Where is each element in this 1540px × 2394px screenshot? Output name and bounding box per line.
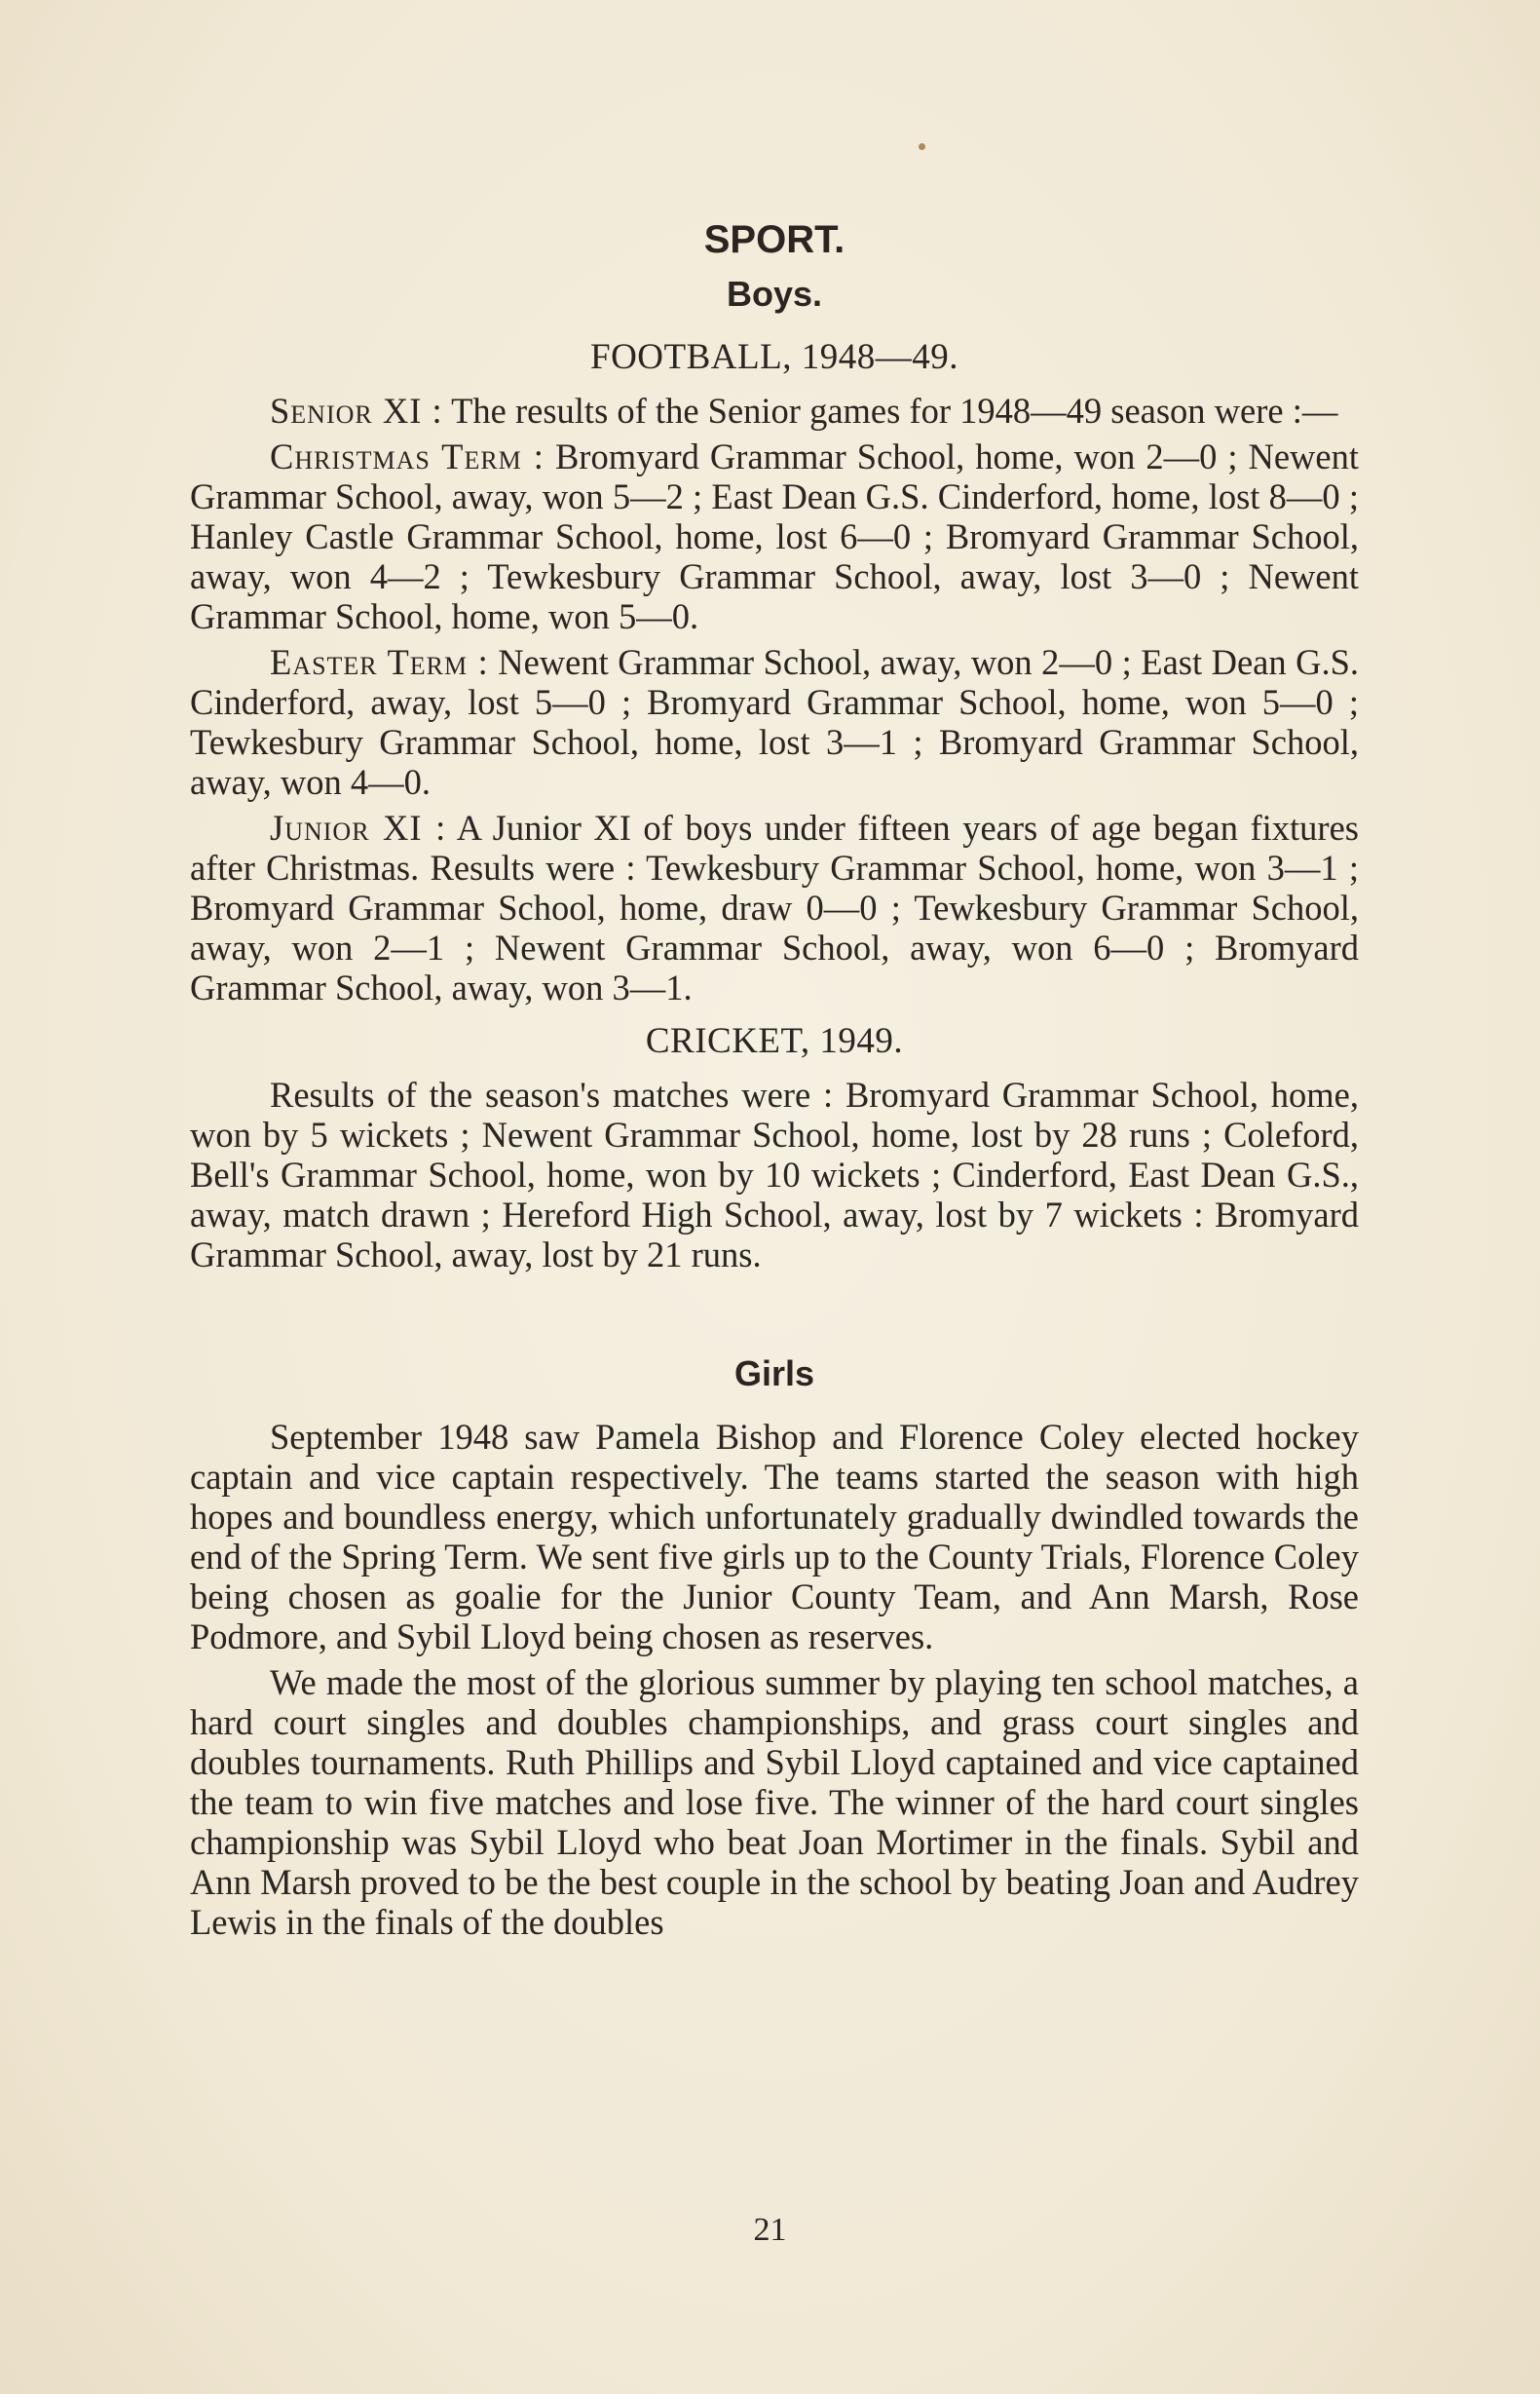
cricket-paragraph: Results of the season's matches were : Bromyard Grammar School, home, won by 5 wickets ; Newent Grammar School, home, lost by 28 runs ; Coleford, Bell's Grammar School, home, won by 10 wickets ; Cinderford, East Dean G.S., away, match drawn ; Hereford High School, away, lost by 7 wickets : Bromyard Grammar School, away, lost by 21 runs. [190,1075,1359,1274]
senior-xi-paragraph [190,391,1359,431]
page-title: SPORT. [703,218,845,261]
junior-xi-text: A Junior XI of boys under fifteen years of age began fixtures after Christmas. Results were : Tewkesbury Grammar School, home, won 3—1 ; Bromyard Grammar School, home, draw 0—0 ; Tewkesbury Grammar School, away, won 2—1 ; Newent Grammar School, away, won 6—0 ; Bromyard Grammar School, away, won 3—1. [190,808,1359,1007]
paper-stain [919,143,925,150]
senior-xi-text: The results of the Senior games for 1948—49 season were :— [451,391,1338,431]
page-number: 21 [753,2212,787,2248]
boys-heading: Boys. [726,274,823,314]
easter-term-paragraph [190,642,1359,802]
christmas-term-paragraph [190,437,1359,636]
christmas-term-lead: Christmas Term : [270,437,545,476]
easter-term-lead: Easter Term : [270,642,489,682]
christmas-term-text: Bromyard Grammar School, home, won 2—0 ; Newent Grammar School, away, won 5—2 ; East Dean G.S. Cinderford, home, lost 8—0 ; Hanley Castle Grammar School, home, lost 6—0 ; Bromyard Grammar School, away, won 4—2 ; Tewkesbury Grammar School, away, lost 3—0 ; Newent Grammar School, home, won 5—0. [190,437,1360,636]
junior-xi-paragraph [190,808,1359,1007]
girls-heading: Girls [733,1353,815,1393]
girls-paragraph-2: We made the most of the glorious summer by playing ten school matches, a hard court singles and doubles championships, and grass court singles and doubles tournaments. Ruth Phillips and Sybil Lloyd captained and vice captained the team to win five matches and lose five. The winner of the hard court singles championship was Sybil Lloyd who beat Joan Mortimer in the finals. Sybil and Ann Marsh proved to be the best couple in the school by beating Joan and Audrey Lewis in the finals of the doubles [190,1662,1359,1942]
football-heading: FOOTBALL, 1948—49. [590,337,958,377]
girls-paragraph-1: September 1948 saw Pamela Bishop and Florence Coley elected hockey captain and vice captain respectively. The teams started the season with high hopes and boundless energy, which unfortunately gradually dwindled towards the end of the Spring Term. We sent five girls up to the County Trials, Florence Coley being chosen as goalie for the Junior County Team, and Ann Marsh, Rose Podmore, and Sybil Lloyd being chosen as reserves. [190,1417,1359,1656]
senior-xi-lead: Senior XI : [270,391,443,431]
cricket-heading: CRICKET, 1949. [645,1021,904,1061]
easter-term-text: Newent Grammar School, away, won 2—0 ; East Dean G.S. Cinderford, away, lost 5—0 ; Bromyard Grammar School, home, won 5—0 ; Tewkesbury Grammar School, home, lost 3—1 ; Bromyard Grammar School, away, won 4—0. [190,642,1360,802]
text-column [190,216,1359,1948]
junior-xi-lead: Junior XI : [270,808,447,848]
